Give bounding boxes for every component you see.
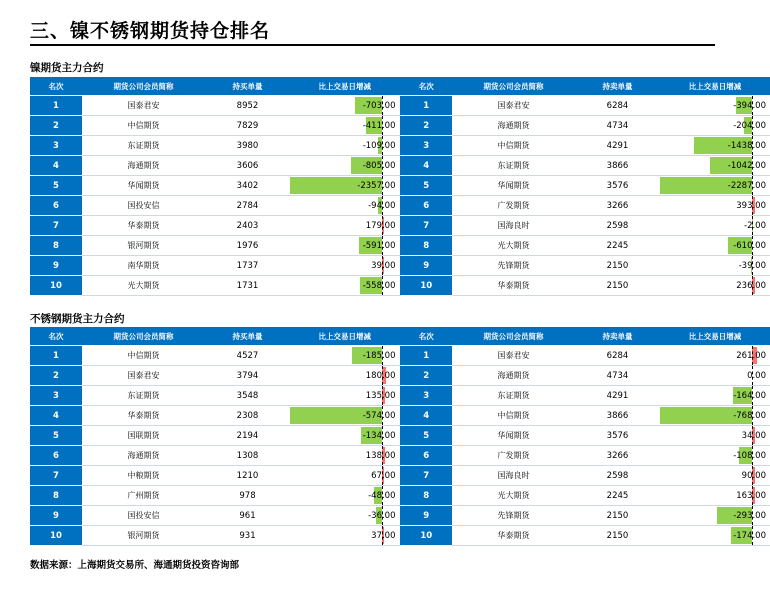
change-cell [660, 446, 770, 466]
quantity-cell: 2308 [205, 406, 290, 426]
rank-cell: 7 [30, 216, 82, 236]
change-value: 236.00 [736, 280, 766, 291]
rank-cell: 2 [30, 366, 82, 386]
column-header: 比上交易日增减 [660, 77, 770, 96]
rank-cell: 3 [400, 386, 452, 406]
rank-cell: 6 [30, 196, 82, 216]
column-header: 期货公司会员简称 [452, 327, 575, 346]
change-value: 180.00 [365, 370, 396, 381]
change-cell [290, 136, 400, 156]
quantity-cell: 8952 [205, 96, 290, 116]
table-row [30, 426, 770, 446]
rank-cell: 1 [30, 96, 82, 116]
quantity-cell: 6284 [575, 96, 660, 116]
change-cell [290, 486, 400, 506]
change-cell [660, 486, 770, 506]
change-value: 90.00 [741, 470, 766, 481]
change-cell [290, 156, 400, 176]
member-name-cell: 海通期货 [452, 116, 575, 136]
change-value: -768.00 [733, 410, 766, 421]
member-name-cell: 广发期货 [452, 446, 575, 466]
member-name-cell: 海通期货 [82, 446, 205, 466]
change-value: -2.00 [744, 220, 766, 231]
rank-cell: 10 [400, 276, 452, 296]
page-top-border [0, 0, 735, 4]
quantity-cell: 2598 [575, 216, 660, 236]
quantity-cell: 1210 [205, 466, 290, 486]
rank-cell: 5 [400, 426, 452, 446]
member-name-cell: 华闻期货 [452, 176, 575, 196]
quantity-cell: 4527 [205, 346, 290, 366]
change-cell [660, 426, 770, 446]
quantity-cell: 3576 [575, 426, 660, 446]
member-name-cell: 南华期货 [82, 256, 205, 276]
rank-cell: 6 [400, 446, 452, 466]
member-name-cell: 华泰期货 [82, 406, 205, 426]
quantity-cell: 2245 [575, 236, 660, 256]
table-row [30, 156, 770, 176]
table-header-row [30, 77, 770, 96]
rank-cell: 3 [30, 136, 82, 156]
quantity-cell: 961 [205, 506, 290, 526]
change-cell [660, 506, 770, 526]
member-name-cell: 国泰君安 [82, 366, 205, 386]
table-row [30, 276, 770, 296]
quantity-cell: 6284 [575, 346, 660, 366]
table-row [30, 196, 770, 216]
quantity-cell: 2245 [575, 486, 660, 506]
change-value: 34.00 [741, 430, 766, 441]
change-value: -411.00 [362, 120, 396, 131]
rank-cell: 4 [400, 406, 452, 426]
rank-cell: 10 [30, 276, 82, 296]
change-cell [290, 406, 400, 426]
change-value: -610.00 [733, 240, 766, 251]
change-value: -174.00 [733, 530, 766, 541]
rank-cell: 5 [30, 176, 82, 196]
change-cell [290, 196, 400, 216]
change-value: 393.00 [736, 200, 766, 211]
member-name-cell: 中信期货 [82, 346, 205, 366]
member-name-cell: 银河期货 [82, 526, 205, 546]
quantity-cell: 4291 [575, 136, 660, 156]
change-value: 0.00 [747, 370, 766, 381]
change-cell [660, 346, 770, 366]
member-name-cell: 华泰期货 [452, 276, 575, 296]
change-value: -2357.00 [357, 180, 396, 191]
change-value: -574.00 [362, 410, 396, 421]
rank-cell: 1 [400, 96, 452, 116]
member-name-cell: 先锋期货 [452, 506, 575, 526]
change-value: -134.00 [362, 430, 396, 441]
table-row [30, 116, 770, 136]
quantity-cell: 3576 [575, 176, 660, 196]
table-row [30, 176, 770, 196]
change-cell [290, 276, 400, 296]
stainless-section-heading: 不锈钢期货主力合约 [30, 313, 125, 325]
quantity-cell: 3866 [575, 406, 660, 426]
rank-cell: 1 [30, 346, 82, 366]
quantity-cell: 3266 [575, 196, 660, 216]
rank-cell: 2 [400, 366, 452, 386]
member-name-cell: 国投安信 [82, 196, 205, 216]
change-value: 67.00 [371, 470, 396, 481]
change-cell [290, 426, 400, 446]
member-name-cell: 东证期货 [452, 386, 575, 406]
table-row [30, 256, 770, 276]
change-value: 163.00 [736, 490, 766, 501]
table-row [30, 386, 770, 406]
quantity-cell: 1976 [205, 236, 290, 256]
member-name-cell: 国泰君安 [452, 346, 575, 366]
quantity-cell: 3866 [575, 156, 660, 176]
change-cell [660, 216, 770, 236]
quantity-cell: 931 [205, 526, 290, 546]
column-header: 比上交易日增减 [290, 327, 400, 346]
change-value: 37.00 [371, 530, 396, 541]
change-cell [660, 466, 770, 486]
member-name-cell: 东证期货 [82, 136, 205, 156]
column-header: 持买单量 [205, 327, 290, 346]
rank-cell: 5 [400, 176, 452, 196]
change-cell [660, 96, 770, 116]
quantity-cell: 2150 [575, 276, 660, 296]
change-cell [660, 136, 770, 156]
change-cell [290, 176, 400, 196]
page-title: 三、镍不锈钢期货持仓排名 [30, 20, 271, 42]
rank-cell: 4 [30, 156, 82, 176]
change-cell [660, 236, 770, 256]
rank-cell: 9 [400, 256, 452, 276]
rank-cell: 6 [30, 446, 82, 466]
column-header: 名次 [400, 327, 452, 346]
table-row [30, 506, 770, 526]
change-cell [290, 96, 400, 116]
change-cell [290, 526, 400, 546]
rank-cell: 5 [30, 426, 82, 446]
change-value: -293.00 [733, 510, 766, 521]
change-cell [290, 236, 400, 256]
change-cell [660, 386, 770, 406]
member-name-cell: 华闻期货 [82, 176, 205, 196]
table-header-row [30, 327, 770, 346]
rank-cell: 10 [30, 526, 82, 546]
quantity-cell: 2403 [205, 216, 290, 236]
column-header: 持买单量 [205, 77, 290, 96]
column-header: 期货公司会员简称 [82, 327, 205, 346]
change-value: -39.00 [738, 260, 766, 271]
quantity-cell: 3548 [205, 386, 290, 406]
change-value: 179.00 [365, 220, 396, 231]
table-row [30, 366, 770, 386]
table-row [30, 136, 770, 156]
member-name-cell: 海通期货 [82, 156, 205, 176]
member-name-cell: 广发期货 [452, 196, 575, 216]
change-cell [660, 196, 770, 216]
table-row [30, 346, 770, 366]
member-name-cell: 国泰君安 [452, 96, 575, 116]
column-header: 持卖单量 [575, 77, 660, 96]
source-note: 数据来源：上海期货交易所、海通期货投资咨询部 [30, 560, 240, 571]
change-value: -703.00 [362, 100, 396, 111]
quantity-cell: 2194 [205, 426, 290, 446]
change-value: -164.00 [733, 390, 766, 401]
change-value: 39.00 [371, 260, 396, 271]
change-cell [290, 366, 400, 386]
change-value: -1438.00 [727, 140, 766, 151]
rank-cell: 10 [400, 526, 452, 546]
change-value: -1042.00 [727, 160, 766, 171]
change-cell [660, 256, 770, 276]
quantity-cell: 2150 [575, 506, 660, 526]
change-cell [660, 156, 770, 176]
member-name-cell: 华闻期货 [452, 426, 575, 446]
column-header: 名次 [400, 77, 452, 96]
change-value: -2287.00 [727, 180, 766, 191]
column-header: 期货公司会员简称 [82, 77, 205, 96]
rank-cell: 8 [400, 236, 452, 256]
member-name-cell: 中信期货 [452, 136, 575, 156]
member-name-cell: 光大期货 [452, 236, 575, 256]
table-row [30, 236, 770, 256]
change-value: 138.00 [365, 450, 396, 461]
member-name-cell: 东证期货 [82, 386, 205, 406]
title-rule [30, 44, 715, 46]
table-row [30, 96, 770, 116]
table-row [30, 466, 770, 486]
change-cell [290, 116, 400, 136]
rank-cell: 7 [30, 466, 82, 486]
quantity-cell: 2150 [575, 256, 660, 276]
column-header: 期货公司会员简称 [452, 77, 575, 96]
change-cell [290, 256, 400, 276]
quantity-cell: 3606 [205, 156, 290, 176]
change-value: -558.00 [362, 280, 396, 291]
change-cell [660, 276, 770, 296]
quantity-cell: 3980 [205, 136, 290, 156]
change-value: -591.00 [362, 240, 396, 251]
change-cell [290, 216, 400, 236]
rank-cell: 4 [400, 156, 452, 176]
quantity-cell: 2598 [575, 466, 660, 486]
change-cell [290, 506, 400, 526]
member-name-cell: 华泰期货 [452, 526, 575, 546]
member-name-cell: 国泰君安 [82, 96, 205, 116]
table-row [30, 526, 770, 546]
change-value: -48.00 [368, 490, 396, 501]
member-name-cell: 国投安信 [82, 506, 205, 526]
change-cell [290, 346, 400, 366]
column-header: 持卖单量 [575, 327, 660, 346]
change-value: -394.00 [733, 100, 766, 111]
rank-cell: 8 [30, 486, 82, 506]
change-cell [660, 176, 770, 196]
rank-cell: 2 [30, 116, 82, 136]
stainless-position-table [30, 327, 770, 546]
quantity-cell: 3794 [205, 366, 290, 386]
quantity-cell: 2784 [205, 196, 290, 216]
member-name-cell: 广州期货 [82, 486, 205, 506]
rank-cell: 3 [30, 386, 82, 406]
table-row [30, 486, 770, 506]
member-name-cell: 先锋期货 [452, 256, 575, 276]
change-cell [660, 116, 770, 136]
rank-cell: 1 [400, 346, 452, 366]
column-header: 比上交易日增减 [660, 327, 770, 346]
change-value: -204.00 [733, 120, 766, 131]
column-header: 名次 [30, 77, 82, 96]
change-value: -36.00 [368, 510, 396, 521]
member-name-cell: 东证期货 [452, 156, 575, 176]
nickel-section-heading: 镍期货主力合约 [30, 62, 104, 74]
member-name-cell: 光大期货 [452, 486, 575, 506]
quantity-cell: 1731 [205, 276, 290, 296]
rank-cell: 7 [400, 466, 452, 486]
quantity-cell: 1737 [205, 256, 290, 276]
change-cell [290, 386, 400, 406]
rank-cell: 2 [400, 116, 452, 136]
column-header: 比上交易日增减 [290, 77, 400, 96]
member-name-cell: 华泰期货 [82, 216, 205, 236]
change-cell [290, 466, 400, 486]
rank-cell: 3 [400, 136, 452, 156]
rank-cell: 9 [400, 506, 452, 526]
rank-cell: 8 [30, 236, 82, 256]
quantity-cell: 3402 [205, 176, 290, 196]
change-value: -108.00 [733, 450, 766, 461]
change-value: -109.00 [362, 140, 396, 151]
table-row [30, 446, 770, 466]
member-name-cell: 国联期货 [82, 426, 205, 446]
rank-cell: 9 [30, 256, 82, 276]
change-cell [660, 366, 770, 386]
rank-cell: 8 [400, 486, 452, 506]
quantity-cell: 7829 [205, 116, 290, 136]
rank-cell: 4 [30, 406, 82, 426]
change-cell [660, 526, 770, 546]
member-name-cell: 中信期货 [452, 406, 575, 426]
change-value: -805.00 [362, 160, 396, 171]
change-value: -185.00 [362, 350, 396, 361]
quantity-cell: 3266 [575, 446, 660, 466]
table-row [30, 216, 770, 236]
rank-cell: 6 [400, 196, 452, 216]
member-name-cell: 国海良时 [452, 466, 575, 486]
quantity-cell: 978 [205, 486, 290, 506]
member-name-cell: 中粮期货 [82, 466, 205, 486]
change-value: -94.00 [368, 200, 396, 211]
quantity-cell: 4734 [575, 116, 660, 136]
quantity-cell: 4734 [575, 366, 660, 386]
table-row [30, 406, 770, 426]
member-name-cell: 光大期货 [82, 276, 205, 296]
column-header: 名次 [30, 327, 82, 346]
rank-cell: 9 [30, 506, 82, 526]
quantity-cell: 2150 [575, 526, 660, 546]
member-name-cell: 海通期货 [452, 366, 575, 386]
change-cell [660, 406, 770, 426]
quantity-cell: 1308 [205, 446, 290, 466]
rank-cell: 7 [400, 216, 452, 236]
member-name-cell: 国海良时 [452, 216, 575, 236]
member-name-cell: 银河期货 [82, 236, 205, 256]
nickel-position-table [30, 77, 770, 296]
member-name-cell: 中信期货 [82, 116, 205, 136]
change-value: 261.00 [736, 350, 766, 361]
quantity-cell: 4291 [575, 386, 660, 406]
change-cell [290, 446, 400, 466]
change-value: 135.00 [365, 390, 396, 401]
